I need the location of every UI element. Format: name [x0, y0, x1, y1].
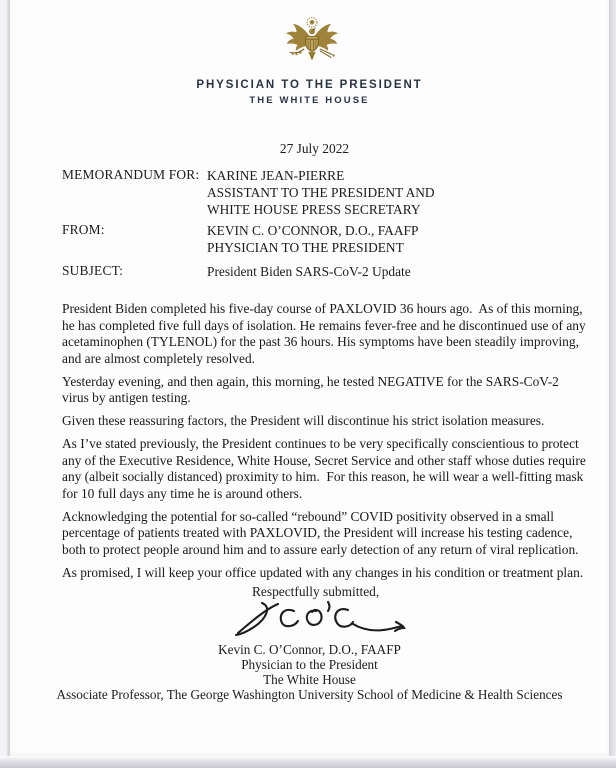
memo-field-label: MEMORANDUM FOR: [62, 167, 200, 182]
memo-field-value [207, 167, 435, 218]
memo-paragraph: Yesterday evening, and then again, this morning, he tested NEGATIVE for the SARS-CoV-2 virus by antigen testing. [62, 373, 563, 405]
signer-title-1: Physician to the President [241, 657, 378, 673]
memo-date: 27 July 2022 [279, 141, 350, 156]
memo-paragraph: Acknowledging the potential for so-called “rebound” COVID positivity observed in a small percentage of patients treated with PAXLOVID, the President will increase his testing cadence, both to protect people around him and to assure early detection of any return of viral replication. [62, 508, 579, 557]
signer-title-3: Associate Professor, The George Washington University School of Medicine & Health Sciences [56, 687, 563, 703]
memo-paragraph: President Biden completed his five-day course of PAXLOVID 36 hours ago. As of this morning, he has completed five full days of isolation. He remains fever-free and he discontinued use of any acetaminophen (TYLENOL) for the past 36 hours. His symptoms have been steadily improving, and are almost completely resolved. [62, 301, 590, 366]
memo-paragraph: As promised, I will keep your office updated with any changes in his condition or treatment plan. [62, 564, 584, 580]
recipient-name: KARINE JEAN-PIERRE [207, 168, 345, 183]
recipient-title-1: ASSISTANT TO THE PRESIDENT AND [207, 185, 435, 200]
presidential-seal-icon [283, 15, 341, 80]
memo-field-label: SUBJECT: [62, 263, 124, 278]
recipient-title-2: WHITE HOUSE PRESS SECRETARY [207, 202, 421, 217]
letterhead-institution: THE WHITE HOUSE [249, 95, 370, 106]
subject-text: President Biden SARS-CoV-2 Update [207, 264, 411, 279]
memo-field-label: FROM: [62, 222, 105, 237]
memo-paragraph: Given these reassuring factors, the President will discontinue his strict isolation measures. [62, 413, 545, 428]
closing-salutation: Respectfully submitted, [252, 584, 380, 599]
signer-name: Kevin C. O’Connor, D.O., FAAFP [218, 642, 401, 657]
signature-block [10, 642, 609, 702]
memo-paragraph: As I’ve stated previously, the President continues to be very specifically conscientious to protect any of the Executive Residence, White House, Secret Service and other staff whose duties require any (albeit socially distanced) proximity to him. For this reason, he will wear a well-fitting mask for 10 full days any time he is around others. [62, 436, 590, 501]
sender-name: KEVIN C. O’CONNOR, D.O., FAAFP [207, 223, 419, 238]
memo-paper [10, 0, 609, 756]
signer-title-2: The White House [263, 672, 356, 688]
memo-body [62, 301, 590, 588]
memo-field-value [207, 222, 418, 256]
sender-title: PHYSICIAN TO THE PRESIDENT [207, 240, 404, 255]
memo-field-value [207, 263, 411, 280]
photo-bottom-edge [0, 756, 616, 768]
letterhead-office: PHYSICIAN TO THE PRESIDENT [196, 79, 423, 91]
handwritten-signature-icon [232, 597, 410, 648]
